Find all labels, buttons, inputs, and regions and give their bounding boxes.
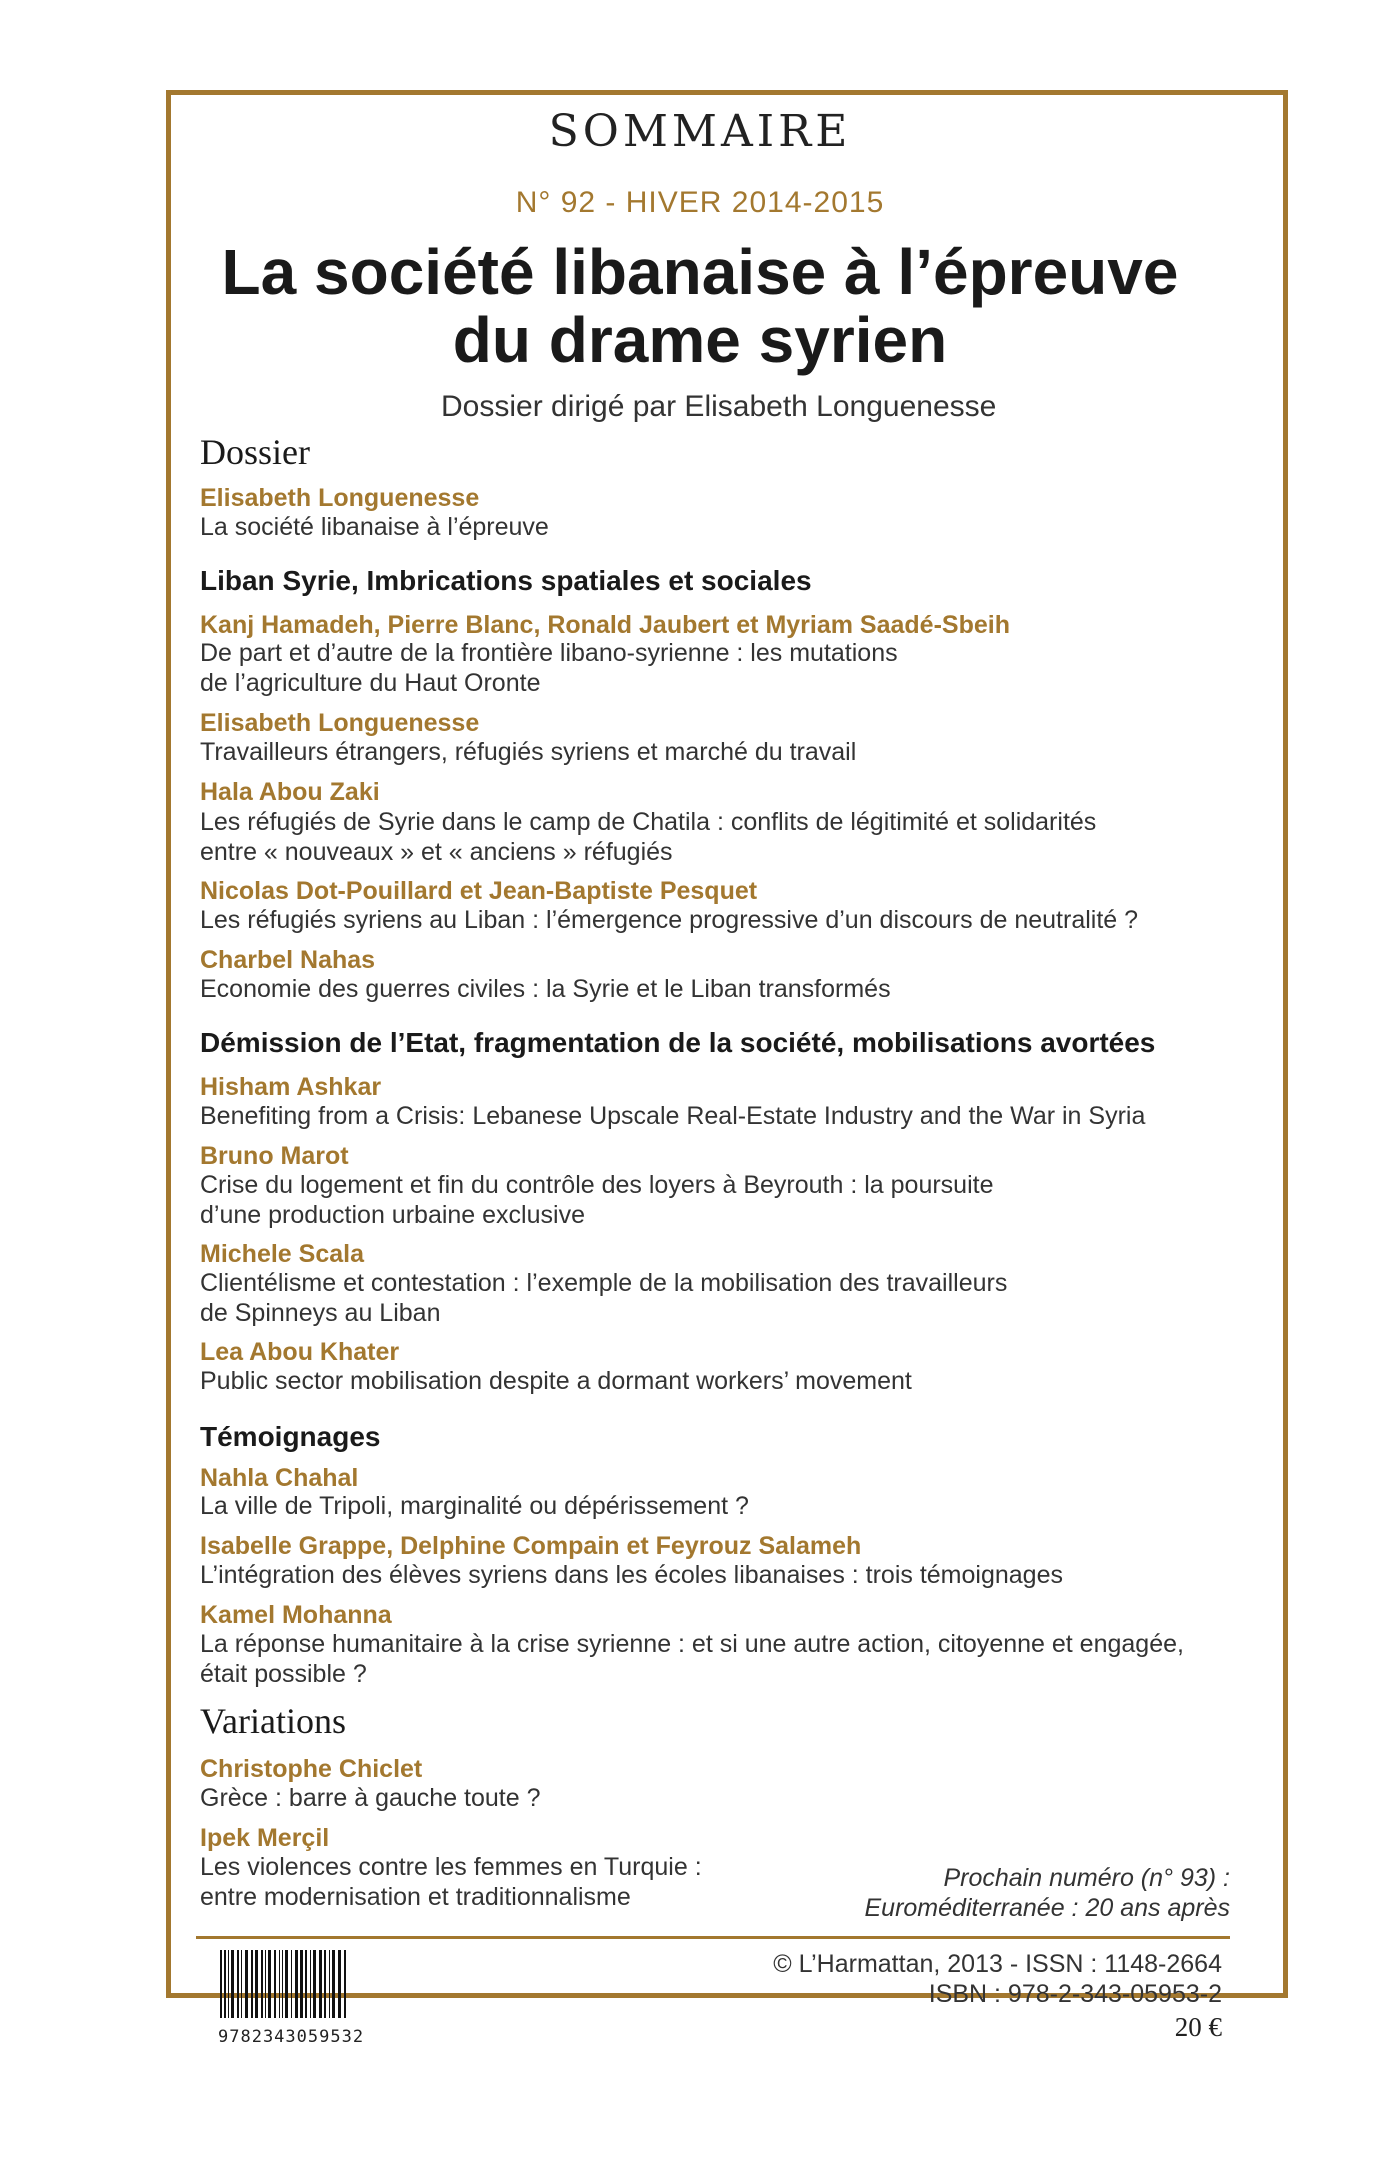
- article-line: Clientélisme et contestation : l’exemple de la mobilisation des travailleurs: [200, 1269, 1008, 1297]
- footer-divider: [196, 1936, 1230, 1939]
- barcode-bar: [332, 1950, 335, 2018]
- barcode-bar: [313, 1950, 316, 2018]
- author: Kanj Hamadeh, Pierre Blanc, Ronald Jaubert et Myriam Saadé-Sbeih: [200, 611, 1010, 639]
- barcode-bar: [338, 1950, 341, 2018]
- copyright-issn: © L’Harmattan, 2013 - ISSN : 1148-2664: [773, 1950, 1222, 1978]
- next-issue-label: Prochain numéro (n° 93) :: [943, 1864, 1230, 1892]
- article-line: De part et d’autre de la frontière libano-syrienne : les mutations: [200, 639, 898, 667]
- subsection-liban-syrie: Liban Syrie, Imbrications spatiales et sociales: [200, 565, 812, 596]
- article-title: La société libanaise à l’épreuve: [200, 513, 549, 541]
- article-title: Les réfugiés syriens au Liban : l’émergence progressive d’un discours de neutralité ?: [200, 906, 1139, 934]
- barcode-bar: [241, 1950, 242, 2018]
- article-line: était possible ?: [200, 1660, 367, 1688]
- author: Lea Abou Khater: [200, 1338, 400, 1366]
- subsection-temoignages: Témoignages: [200, 1421, 381, 1452]
- barcode-bar: [255, 1950, 258, 2018]
- article-title: La ville de Tripoli, marginalité ou dépérissement ?: [200, 1492, 749, 1520]
- barcode-bar: [305, 1950, 307, 2018]
- author: Isabelle Grappe, Delphine Compain et Feyrouz Salameh: [200, 1532, 862, 1560]
- barcode-bar: [237, 1950, 239, 2018]
- article-line: d’une production urbaine exclusive: [200, 1201, 585, 1229]
- article-line: entre modernisation et traditionnalisme: [200, 1883, 631, 1911]
- barcode-bar: [282, 1950, 283, 2018]
- barcode-bar: [231, 1950, 234, 2018]
- barcode-bar: [268, 1950, 271, 2018]
- barcode-bar: [310, 1950, 311, 2018]
- barcode-bars: [218, 1950, 418, 2020]
- author: Hala Abou Zaki: [200, 778, 380, 806]
- barcode-bar: [300, 1950, 303, 2018]
- next-issue-title: Euroméditerranée : 20 ans après: [864, 1894, 1230, 1922]
- barcode-bar: [329, 1950, 330, 2018]
- page-title: [0, 238, 1400, 374]
- author: Kamel Mohanna: [200, 1601, 392, 1629]
- barcode-bar: [245, 1950, 248, 2018]
- article-title: [200, 1170, 1250, 1230]
- barcode-bar: [324, 1950, 326, 2018]
- article-line: Crise du logement et fin du contrôle des loyers à Beyrouth : la poursuite: [200, 1171, 994, 1199]
- article-title: Benefiting from a Crisis: Lebanese Upscale Real-Estate Industry and the War in Syria: [200, 1102, 1146, 1130]
- author: Christophe Chiclet: [200, 1755, 423, 1783]
- article-title: [200, 1268, 1250, 1328]
- article-title: [200, 1629, 1250, 1689]
- price: 20 €: [1174, 2012, 1222, 2042]
- barcode-bar: [344, 1950, 346, 2018]
- barcode-bar: [274, 1950, 276, 2018]
- title-line-2: du drame syrien: [452, 304, 948, 376]
- barcode-bar: [285, 1950, 288, 2018]
- author: Bruno Marot: [200, 1142, 349, 1170]
- article-line: de Spinneys au Liban: [200, 1299, 441, 1327]
- isbn: ISBN : 978-2-343-05953-2: [928, 1980, 1222, 2008]
- barcode-bar: [224, 1950, 226, 2018]
- author: Elisabeth Longuenesse: [200, 484, 480, 512]
- dossier-director: Dossier dirigé par Elisabeth Longuenesse: [441, 390, 997, 423]
- section-dossier: Dossier: [200, 432, 310, 472]
- article-title: [200, 807, 1250, 867]
- barcode-bar: [295, 1950, 298, 2018]
- sommaire-heading: SOMMAIRE: [548, 106, 852, 157]
- author: Nicolas Dot-Pouillard et Jean-Baptiste Pesquet: [200, 877, 758, 905]
- barcode-bar: [265, 1950, 266, 2018]
- article-line: La réponse humanitaire à la crise syrienne : et si une autre action, citoyenne et engagée,: [200, 1630, 1184, 1658]
- article-line: entre « nouveaux » et « anciens » réfugiés: [200, 838, 673, 866]
- issue-number: N° 92 - HIVER 2014-2015: [515, 186, 885, 219]
- author: Hisham Ashkar: [200, 1073, 382, 1101]
- barcode-bar: [228, 1950, 229, 2018]
- author: Elisabeth Longuenesse: [200, 709, 480, 737]
- article-title: L’intégration des élèves syriens dans les écoles libanaises : trois témoignages: [200, 1561, 1063, 1589]
- barcode-bar: [220, 1950, 222, 2018]
- barcode-bar: [291, 1950, 292, 2018]
- article-line: Les réfugiés de Syrie dans le camp de Chatila : conflits de légitimité et solidarités: [200, 808, 1097, 836]
- author: Charbel Nahas: [200, 946, 376, 974]
- title-line-1: La société libanaise à l’épreuve: [221, 236, 1179, 308]
- barcode-bar: [319, 1950, 322, 2018]
- subsection-demission: Démission de l’Etat, fragmentation de la société, mobilisations avortées: [200, 1027, 1156, 1058]
- section-variations: Variations: [200, 1701, 346, 1741]
- article-title: Public sector mobilisation despite a dormant workers’ movement: [200, 1367, 912, 1395]
- article-title: Economie des guerres civiles : la Syrie et le Liban transformés: [200, 975, 891, 1003]
- barcode-bar: [251, 1950, 253, 2018]
- article-title: Travailleurs étrangers, réfugiés syriens et marché du travail: [200, 738, 857, 766]
- article-line: Les violences contre les femmes en Turquie :: [200, 1853, 702, 1881]
- author: Ipek Merçil: [200, 1824, 330, 1852]
- barcode-number: 9782343059532: [218, 2027, 365, 2047]
- barcode-bar: [261, 1950, 263, 2018]
- author: Michele Scala: [200, 1240, 364, 1268]
- article-title: [200, 638, 1250, 698]
- article-title: Grèce : barre à gauche toute ?: [200, 1784, 541, 1812]
- barcode-bar: [279, 1950, 280, 2018]
- barcode: [218, 1950, 418, 2047]
- author: Nahla Chahal: [200, 1464, 359, 1492]
- article-line: de l’agriculture du Haut Oronte: [200, 669, 541, 697]
